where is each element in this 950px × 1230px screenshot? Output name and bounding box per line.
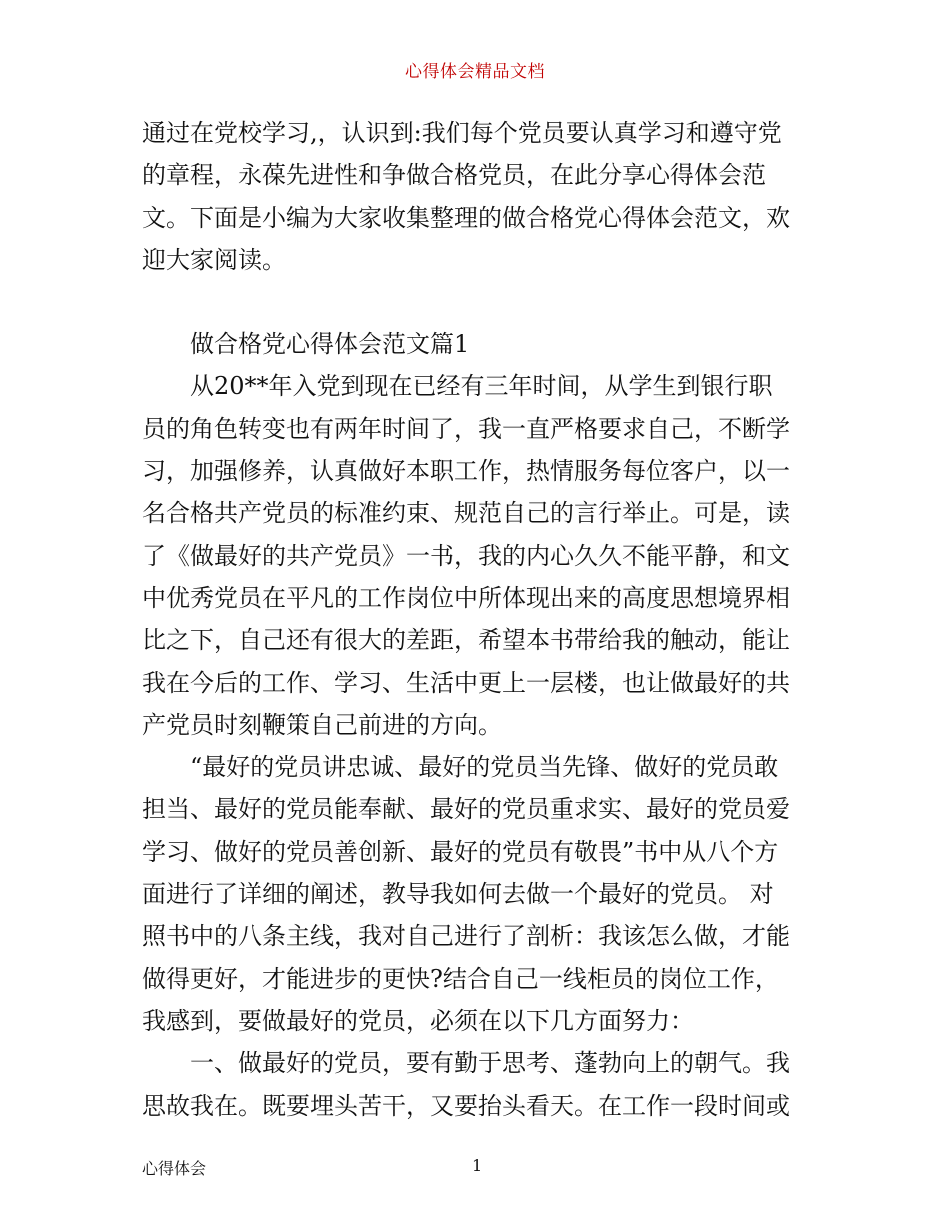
body-line: 中优秀党员在平凡的工作岗位中所体现出来的高度思想境界相 [142,583,790,612]
body-line: 做得更好，才能进步的更快?结合自己一线柜员的岗位工作， [142,964,779,993]
paragraph-gap [142,281,812,323]
body-line: 员的角色转变也有两年时间了，我一直严格要求自己，不断学 [142,414,790,443]
page-header-title: 心得体会精品文档 [405,62,545,82]
body-line: 名合格共产党员的标准约束、规范自己的言行举止。可是，读 [142,499,790,528]
section-heading: 做合格党心得体会范文篇1 [190,330,470,359]
body-line: 学习、做好的党员善创新、最好的党员有敬畏”书中从八个方 [142,837,779,866]
intro-line: 的章程，永葆先进性和争做合格党员，在此分享心得体会范 [142,161,766,190]
intro-line: 通过在党校学习,，认识到:我们每个党员要认真学习和遵守党 [142,119,782,147]
body-line: 我在今后的工作、学习、生活中更上一层楼，也让做最好的共 [142,668,790,697]
page-footer [142,1156,812,1180]
body-line: 我感到，要做最好的党员，必须在以下几方面努力： [142,1006,694,1035]
body-line: 思故我在。既要埋头苦干，又要抬头看天。在工作一段时间或 [142,1091,790,1120]
document-body [142,112,812,1127]
body-line: 了《做最好的共产党员》一书，我的内心久久不能平静，和文 [142,541,790,570]
body-line: 习，加强修养，认真做好本职工作，热情服务每位客户，以一 [142,457,790,486]
footer-label: 心得体会 [142,1159,207,1178]
body-line: 一、做最好的党员，要有勤于思考、蓬勃向上的朝气。我 [142,1049,790,1078]
body-line: 担当、最好的党员能奉献、最好的党员重求实、最好的党员爱 [142,795,790,824]
body-line: 照书中的八条主线，我对自己进行了剖析：我该怎么做，才能 [142,922,790,951]
body-line: 从20**年入党到现在已经有三年时间，从学生到银行职 [142,372,773,401]
intro-line: 迎大家阅读。 [142,245,286,274]
body-line: 面进行了详细的阐述，教导我如何去做一个最好的党员。 对 [142,880,774,909]
intro-line: 文。下面是小编为大家收集整理的做合格党心得体会范文，欢 [142,203,790,232]
body-line: 比之下，自己还有很大的差距，希望本书带给我的触动，能让 [142,626,790,655]
page-number: 1 [472,1156,483,1175]
body-line: “最好的党员讲忠诚、最好的党员当先锋、做好的党员敢 [142,753,779,782]
body-line: 产党员时刻鞭策自己前进的方向。 [142,710,502,739]
